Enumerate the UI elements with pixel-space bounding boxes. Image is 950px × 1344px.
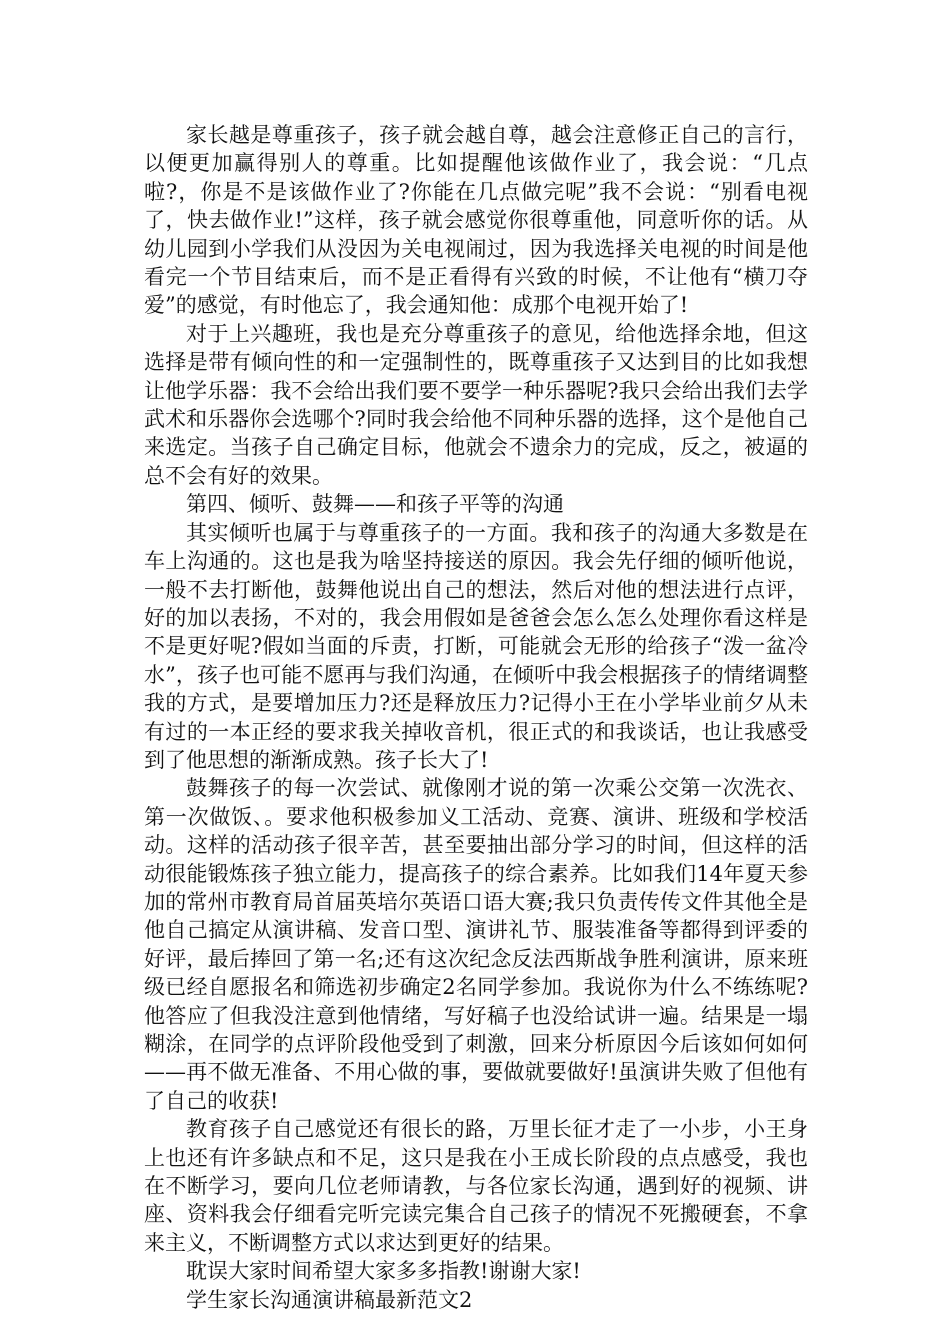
paragraph-interest-class: 对于上兴趣班，我也是充分尊重孩子的意见，给他选择余地，但这选择是带有倾向性的和一定强制性的，既尊重孩子又达到目的比如我想让他学乐器：我不会给出我们要不要学一种乐器呢?我只会给出我们去学武术和乐器你会选哪个?同时我会给他不同种乐器的选择，这个是他自己来选定。当孩子自己确定目标，他就会不遗余力的完成，反之，被逼的总不会有好的效果。 xyxy=(144,321,808,488)
paragraph-encouragement: 鼓舞孩子的每一次尝试、就像刚才说的第一次乘公交第一次洗衣、第一次做饭、。要求他积极参加义工活动、竞赛、演讲、班级和学校活动。这样的活动孩子很辛苦，甚至要抽出部分学习的时间，但这样的活动很能锻炼孩子独立能力，提高孩子的综合素养。比如我们14年夏天参加的常州市教育局首届英培尔英语口语大赛;我只负责传传文件其他全是他自己搞定从演讲稿、发音口型、演讲礼节、服装准备等都得到评委的好评，最后捧回了第一名;还有这次纪念反法西斯战争胜利演讲，原来班级已经自愿报名和筛选初步确定2名同学参加。我说你为什么不练练呢?他答应了但我没注意到他情绪，写好稿子也没给试讲一遍。结果是一塌糊涂，在同学的点评阶段他受到了刺激，回来分析原因今后该如何如何——再不做无准备、不用心做的事，要做就要做好!虽演讲失败了但他有了自己的收获! xyxy=(144,776,808,1113)
closing-line: 耽误大家时间希望大家多多指教!谢谢大家! xyxy=(186,1259,581,1284)
next-article-title: 学生家长沟通演讲稿最新范文2 xyxy=(186,1287,473,1312)
section-heading: 第四、倾听、鼓舞——和孩子平等的沟通 xyxy=(186,492,564,517)
paragraph-respect: 家长越是尊重孩子，孩子就会越自尊，越会注意修正自己的言行，以便更加赢得别人的尊重。比如提醒他该做作业了，我会说：“几点啦?，你是不是该做作业了?你能在几点做完呢”我不会说：“别看电视了，快去做作业!”这样，孩子就会感觉你很尊重他，同意听你的话。从幼儿园到小学我们从没因为关电视闹过，因为我选择关电视的时间是他看完一个节目结束后，而不是正看得有兴致的时候，不让他有“横刀夺爱”的感觉，有时他忘了，我会通知他：成那个电视开始了! xyxy=(144,123,808,318)
paragraph-conclusion: 教育孩子自己感觉还有很长的路，万里长征才走了一小步，小王身上也还有许多缺点和不足，这只是我在小王成长阶段的点点感受，我也在不断学习，要向几位老师请教，与各位家长沟通，遇到好的视频、讲座、资料我会仔细看完听完读完集合自己孩子的情况不死搬硬套，不拿来主义，不断调整方式以求达到更好的结果。 xyxy=(144,1117,808,1255)
document-body xyxy=(144,121,808,1314)
paragraph-listening: 其实倾听也属于与尊重孩子的一方面。我和孩子的沟通大多数是在车上沟通的。这也是我为啥坚持接送的原因。我会先仔细的倾听他说，一般不去打断他，鼓舞他说出自己的想法，然后对他的想法进行点评，好的加以表扬，不对的，我会用假如是爸爸会怎么怎么处理你看这样是不是更好呢?假如当面的斥责，打断，可能就会无形的给孩子“泼一盆冷水”，孩子也可能不愿再与我们沟通，在倾听中我会根据孩子的情绪调整我的方式，是要增加压力?还是释放压力?记得小王在小学毕业前夕从未有过的一本正经的要求我关掉收音机，很正式的和我谈话，也让我感受到了他思想的渐渐成熟。孩子长大了! xyxy=(144,520,808,772)
